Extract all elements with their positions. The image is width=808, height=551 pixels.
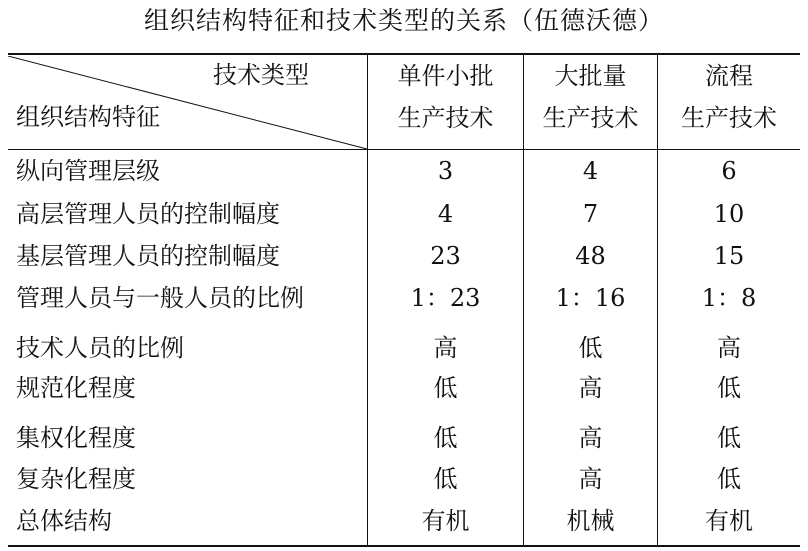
- row-label: 管理人员与一般人员的比例: [16, 284, 304, 312]
- table-cell: 低: [433, 465, 458, 493]
- table-cell: 低: [433, 424, 458, 452]
- column-header-2-line2: 生产技术: [542, 104, 639, 132]
- table-cell: 高: [433, 334, 458, 362]
- table-cell: 23: [430, 242, 461, 270]
- table-cell: 低: [717, 374, 741, 402]
- row-label: 技术人员的比例: [16, 334, 184, 362]
- table-cell: 4: [437, 200, 454, 228]
- column-header-1-line2: 生产技术: [397, 104, 494, 132]
- table-cell: 1：23: [410, 284, 481, 312]
- table-cell: 高: [717, 334, 741, 362]
- table-cell: 6: [721, 157, 737, 185]
- table-cell: 7: [582, 200, 599, 228]
- table-cell: 高: [578, 424, 603, 452]
- row-label: 基层管理人员的控制幅度: [16, 242, 280, 270]
- column-header-1-line1: 单件小批: [397, 62, 494, 90]
- row-label: 复杂化程度: [16, 465, 136, 493]
- bottom-rule: [8, 545, 800, 547]
- table-cell: 48: [575, 242, 606, 270]
- table-cell: 低: [433, 374, 458, 402]
- top-rule: [8, 53, 800, 55]
- column-header-3-line1: 流程: [705, 62, 753, 90]
- table-title: 组织结构特征和技术类型的关系（伍德沃德）: [143, 6, 664, 35]
- table-cell: 有机: [705, 507, 753, 535]
- table-cell: 15: [713, 242, 745, 270]
- table-cell: 低: [717, 465, 741, 493]
- corner-label-org-features: 组织结构特征: [16, 103, 160, 131]
- table-cell: 高: [578, 465, 603, 493]
- table-cell: 机械: [566, 507, 615, 535]
- row-label: 集权化程度: [16, 424, 136, 452]
- table-cell: 有机: [421, 507, 470, 535]
- table-cell: 1：16: [555, 284, 626, 312]
- row-label: 总体结构: [16, 507, 112, 535]
- table-cell: 1：8: [701, 284, 757, 312]
- row-label: 高层管理人员的控制幅度: [16, 200, 280, 228]
- column-header-2-line1: 大批量: [554, 62, 627, 90]
- table-cell: 3: [437, 157, 454, 185]
- table-cell: 高: [578, 374, 603, 402]
- row-label: 规范化程度: [16, 374, 136, 402]
- table-cell: 低: [717, 424, 741, 452]
- table-cell: 4: [582, 157, 599, 185]
- table-cell: 10: [713, 200, 745, 228]
- row-label: 纵向管理层级: [16, 157, 160, 185]
- column-header-3-line2: 生产技术: [681, 104, 777, 132]
- corner-label-tech-type: 技术类型: [213, 61, 309, 89]
- table-cell: 低: [578, 334, 603, 362]
